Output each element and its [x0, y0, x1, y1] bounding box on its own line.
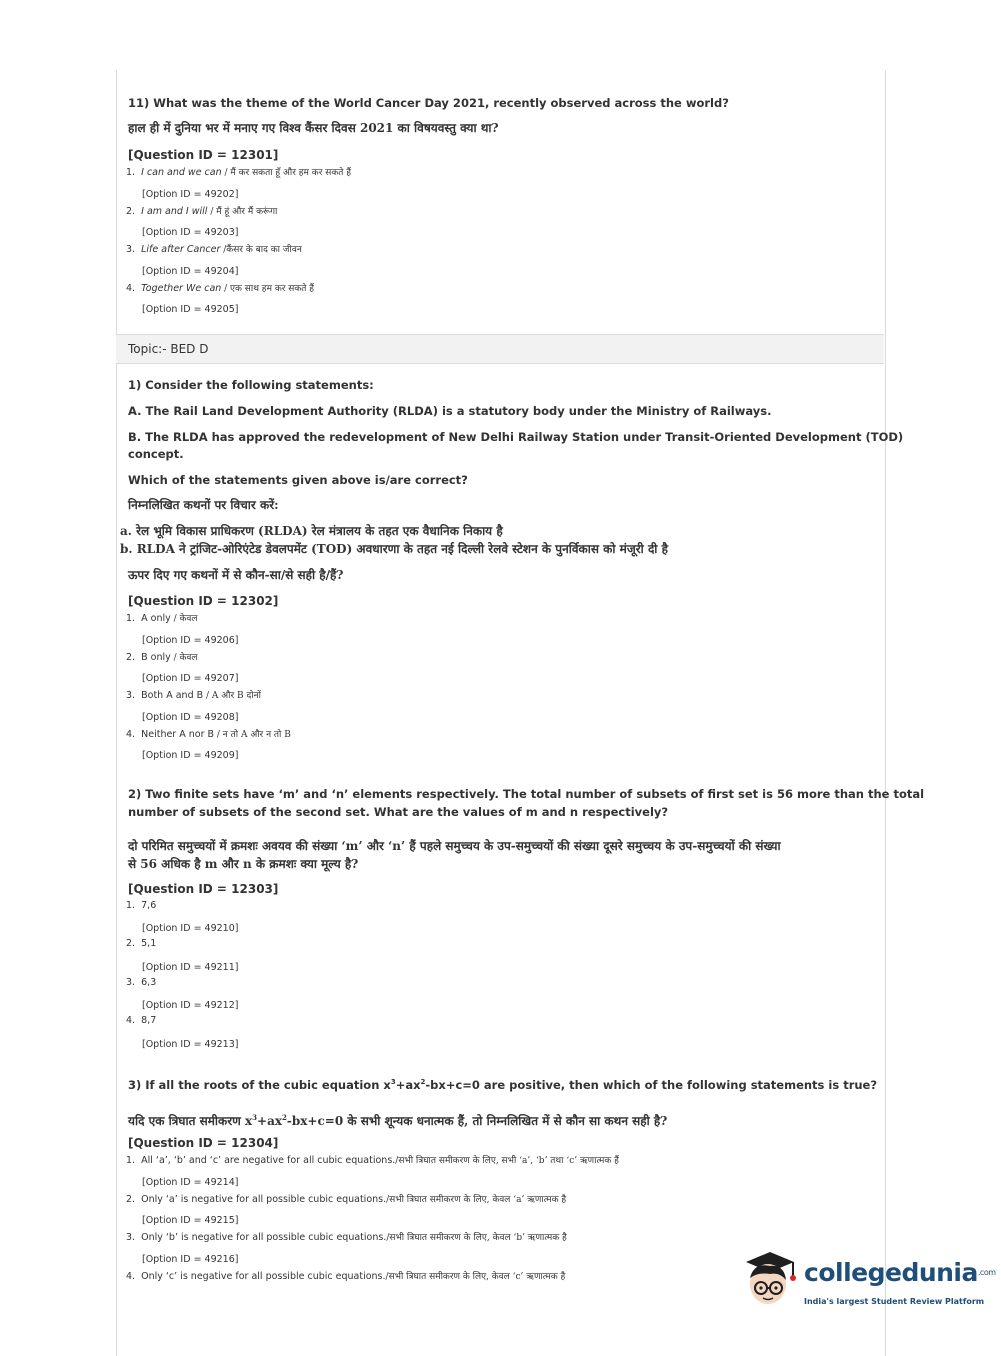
q11-option-1: 1. I can and we can / मैं कर सकता हूँ और हम कर सकते हैं: [126, 167, 352, 178]
q11-option-4-id: [Option ID = 49205]: [142, 304, 239, 315]
collegedunia-tagline: India's largest Student Review Platform: [804, 1297, 985, 1306]
q2-option-2: 2. 5,1: [126, 938, 157, 949]
q1-option-3-id: [Option ID = 49208]: [142, 712, 239, 723]
q1-option-4-id: [Option ID = 49209]: [142, 750, 239, 761]
q1-option-3: 3. Both A and B / A और B दोनों: [126, 690, 261, 701]
q1-hindi-heading: निम्नलिखित कथनों पर विचार करें:: [128, 498, 279, 512]
q2-option-1-id: [Option ID = 49210]: [142, 923, 239, 934]
q1-option-4: 4. Neither A nor B / न तो A और न तो B: [126, 729, 291, 740]
q1-which: Which of the statements given above is/are correct?: [128, 473, 468, 487]
q3-option-1: 1. All ‘a’, ‘b’ and ‘c’ are negative for all cubic equations./सभी त्रिघात समीकरण के लिए, सभी ‘a’, ‘b’ तथा ‘c’ ऋणात्मक हैं: [126, 1155, 619, 1166]
q2-option-2-id: [Option ID = 49211]: [142, 962, 239, 973]
q1-hindi-a: a. रेल भूमि विकास प्राधिकरण (RLDA) रेल मंत्रालय के तहत एक वैधानिक निकाय है: [120, 524, 503, 538]
q1-statement-b-line1: B. The RLDA has approved the redevelopment of New Delhi Railway Station under Transit-Oriented Development (TOD): [128, 430, 904, 444]
q2-hindi-line2: से 56 अधिक है m और n के क्रमशः क्या मूल्य है?: [128, 857, 359, 871]
q1-statement-b-line2: concept.: [128, 447, 184, 461]
q11-option-2: 2. I am and I will / मैं हूं और मैं करूंगा: [126, 206, 278, 217]
q3-question-id: [Question ID = 12304]: [128, 1136, 279, 1150]
q2-question-id: [Question ID = 12303]: [128, 882, 279, 896]
q3-question: 3) If all the roots of the cubic equation $x^3+ax^2-bx+c=0$ are positive, then which of the following statements is true?: [128, 1077, 878, 1092]
q1-question: 1) Consider the following statements:: [128, 378, 374, 392]
q3-option-2: 2. Only ‘a’ is negative for all possible cubic equations./सभी त्रिघात समीकरण के लिए, केवल ‘a’ ऋणात्मक है: [126, 1194, 567, 1205]
q1-hindi-which: ऊपर दिए गए कथनों में से कौन-सा/से सही है/हैं?: [128, 568, 344, 582]
q2-option-1: 1. 7,6: [126, 900, 157, 911]
q3-option-3: 3. Only ‘b’ is negative for all possible cubic equations./सभी त्रिघात समीकरण के लिए, केवल ‘b’ ऋणात्मक है: [126, 1232, 567, 1243]
topic-bar: Topic:- BED D: [116, 334, 884, 364]
q2-hindi-line1: दो परिमित समुच्चयों में क्रमशः अवयव की संख्या ‘m’ और ‘n’ हैं पहले समुच्चय के उप-समुच्चयों की संख्या दूसरे समुच्चय के उप-समुच्चयों की संख्या: [128, 839, 781, 853]
q2-option-3-id: [Option ID = 49212]: [142, 1000, 239, 1011]
q11-option-4: 4. Together We can / एक साथ हम कर सकते हैं: [126, 283, 315, 294]
q1-option-2-id: [Option ID = 49207]: [142, 673, 239, 684]
q3-option-3-id: [Option ID = 49216]: [142, 1254, 239, 1265]
q11-option-1-id: [Option ID = 49202]: [142, 189, 239, 200]
q11-option-2-id: [Option ID = 49203]: [142, 227, 239, 238]
collegedunia-mascot-icon: [740, 1248, 802, 1310]
q1-statement-a: A. The Rail Land Development Authority (RLDA) is a statutory body under the Ministry of Railways.: [128, 404, 772, 418]
q2-option-4-id: [Option ID = 49213]: [142, 1039, 239, 1050]
q2-question-line1: 2) Two finite sets have ‘m’ and ‘n’ elements respectively. The total number of subsets of first set is 56 more than the total: [128, 787, 925, 801]
q3-hindi: यदि एक त्रिघात समीकरण $x^3+ax^2-bx+c=0$ के सभी शून्यक धनात्मक हैं, तो निम्नलिखित में से कौन सा कथन सही है?: [128, 1113, 668, 1128]
q3-option-4: 4. Only ‘c’ is negative for all possible cubic equations./सभी त्रिघात समीकरण के लिए, केवल ‘c’ ऋणात्मक है: [126, 1271, 566, 1282]
q3-option-2-id: [Option ID = 49215]: [142, 1215, 239, 1226]
q11-option-3-id: [Option ID = 49204]: [142, 266, 239, 277]
q11-question: 11) What was the theme of the World Cancer Day 2021, recently observed across the world?: [128, 96, 729, 110]
q2-question-line2: number of subsets of the second set. What are the values of m and n respectively?: [128, 805, 669, 819]
q11-hindi: हाल ही में दुनिया भर में मनाए गए विश्व कैंसर दिवस 2021 का विषयवस्तु क्या था?: [128, 121, 499, 135]
collegedunia-wordmark: collegedunia$^{.com}$: [804, 1258, 996, 1287]
q11-question-id: [Question ID = 12301]: [128, 148, 279, 162]
q1-hindi-b: b. RLDA ने ट्रांजिट-ओरिएंटेड डेवलपमेंट (TOD) अवधारणा के तहत नई दिल्ली रेलवे स्टेशन के पुनर्विकास को मंजूरी दी है: [120, 542, 668, 556]
q2-option-4: 4. 8,7: [126, 1015, 157, 1026]
q11-option-3: 3. Life after Cancer /कैंसर के बाद का जीवन: [126, 244, 302, 255]
q1-question-id: [Question ID = 12302]: [128, 594, 279, 608]
q1-option-1: 1. A only / केवल: [126, 613, 198, 624]
q2-option-3: 3. 6,3: [126, 977, 157, 988]
q1-option-1-id: [Option ID = 49206]: [142, 635, 239, 646]
q3-option-1-id: [Option ID = 49214]: [142, 1177, 239, 1188]
q1-option-2: 2. B only / केवल: [126, 652, 198, 663]
